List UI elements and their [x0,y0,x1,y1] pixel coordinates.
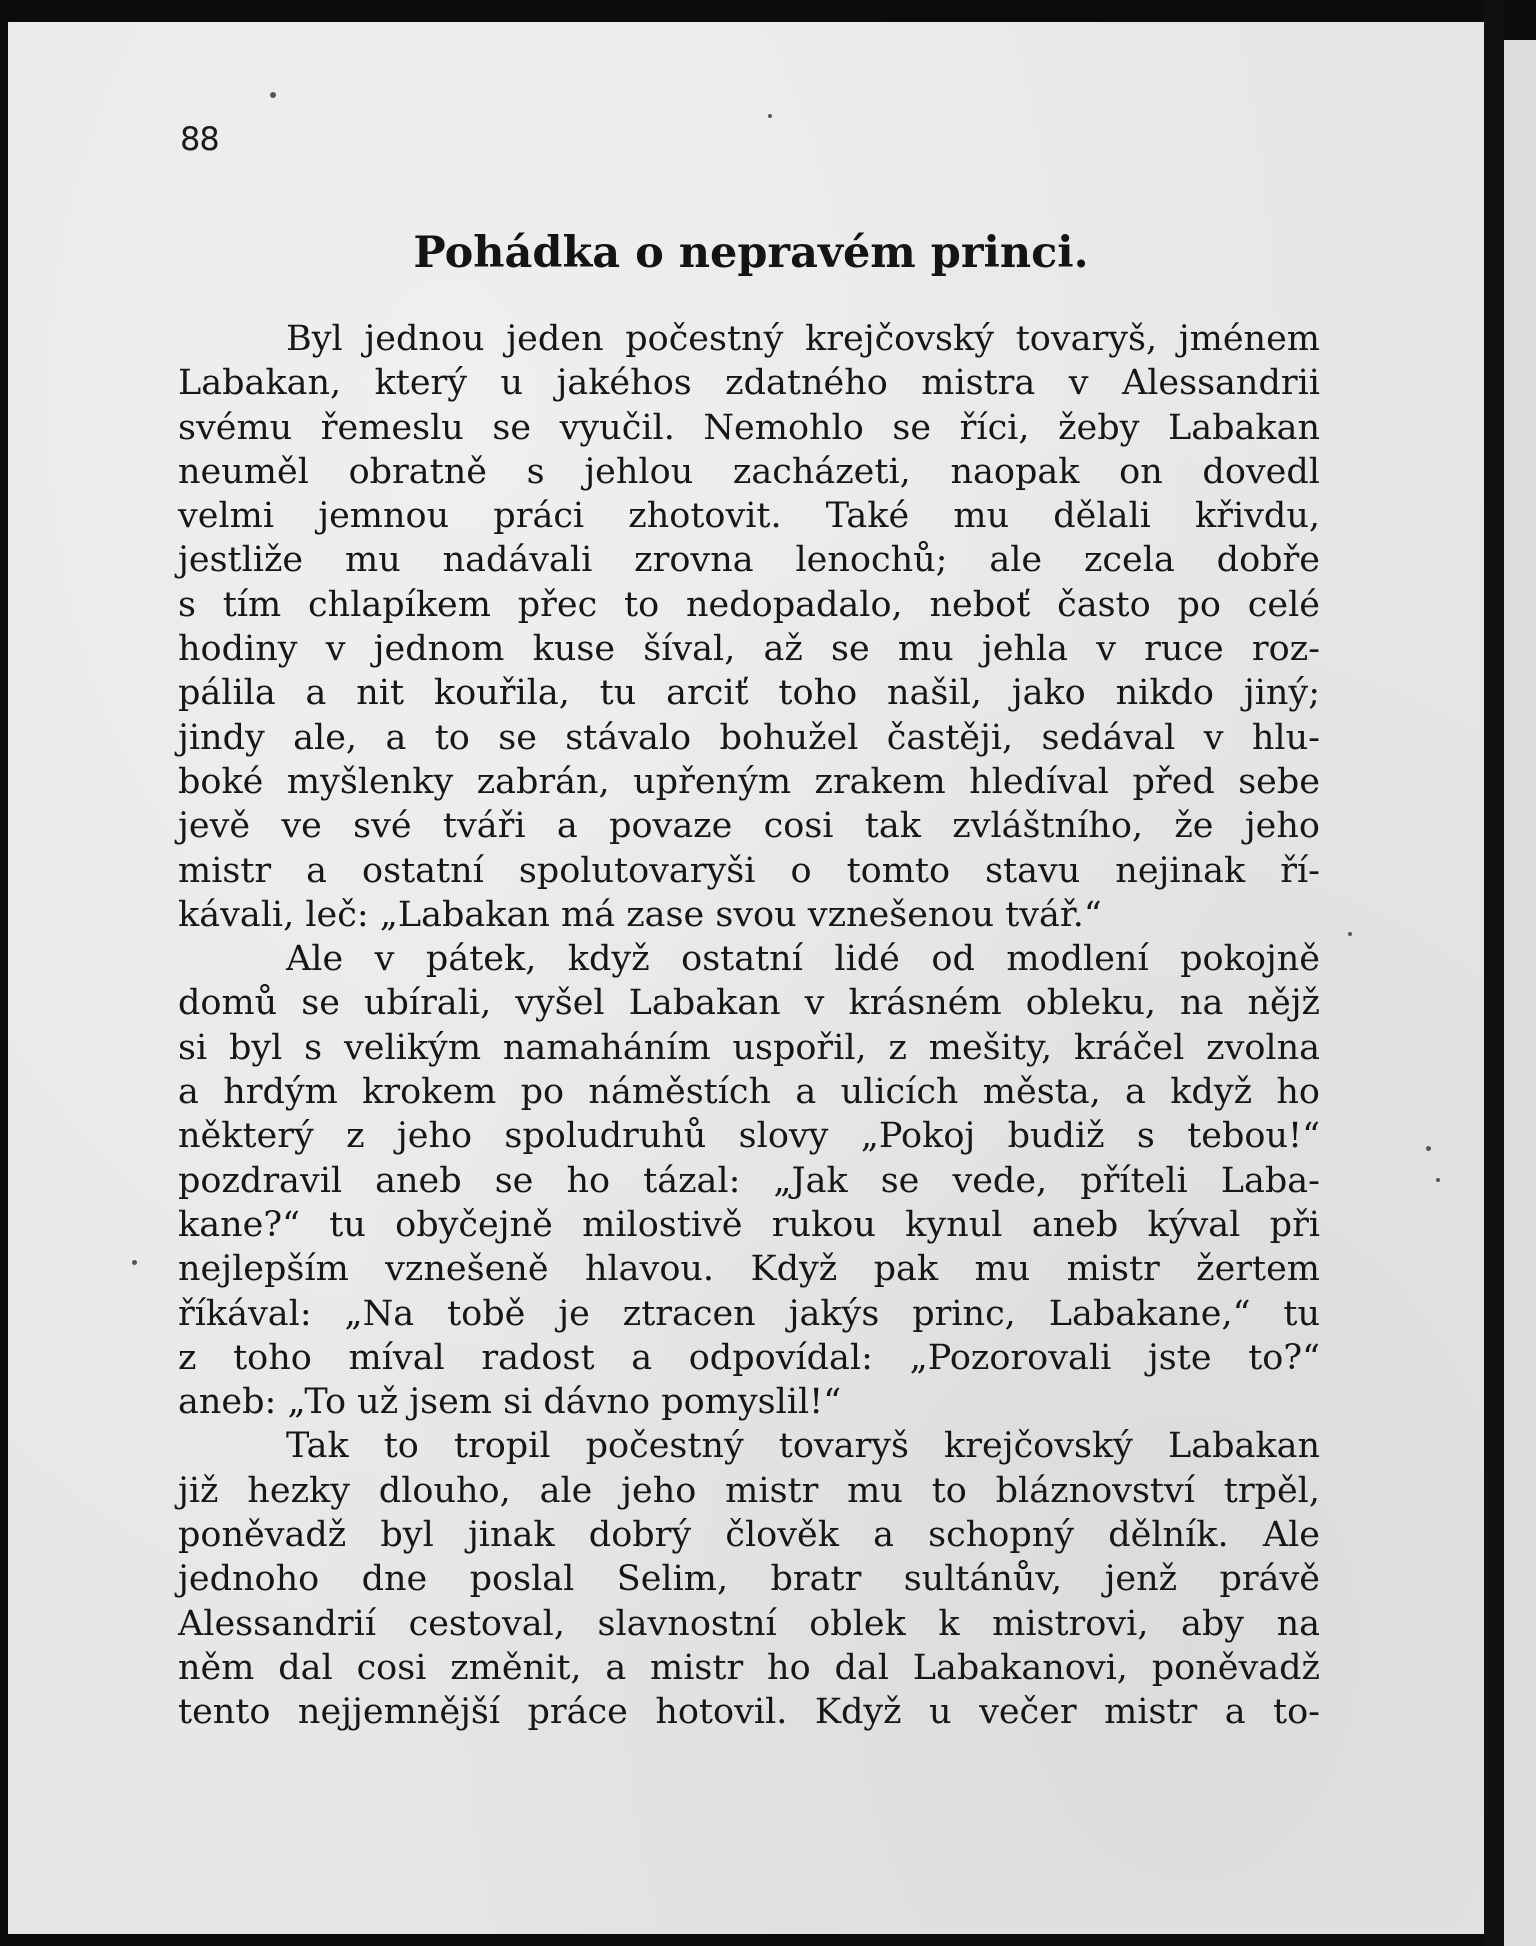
text-line: z toho míval radost a odpovídal: „Pozorovali jste to?“ [178,1337,1320,1378]
page-number: 88 [180,120,219,158]
text-line: aneb: „To už jsem si dávno pomyslil!“ [178,1382,842,1423]
text-line: domů se ubírali, vyšel Labakan v krásném obleku, na nějž [178,983,1320,1024]
scan-speck [132,1260,137,1265]
text-line: Byl jednou jeden počestný krejčovský tovaryš, jménem [286,319,1320,359]
text-line: poněvadž byl jinak dobrý člověk a schopný dělník. Ale [178,1515,1320,1556]
chapter-title: Pohádka o nepravém princi. [413,228,1089,278]
scan-speck [1348,932,1352,936]
text-line: Ale v pátek, když ostatní lidé od modlení pokojně [286,939,1320,980]
text-line: a hrdým krokem po náměstích a ulicích města, a když ho [178,1072,1320,1113]
text-line: pálila a nit kouřila, tu arciť toho našil, jako nikdo jiný; [178,673,1320,714]
adjacent-page-edge [1504,40,1536,1946]
text-line: jednoho dne poslal Selim, bratr sultánův, jenž právě [178,1559,1320,1600]
text-line: něm dal cosi změnit, a mistr ho dal Labakanovi, poněvadž [178,1647,1320,1688]
text-line: tento nejjemnější práce hotovil. Když u večer mistr a to- [178,1692,1320,1733]
text-line: velmi jemnou práci zhotovit. Také mu dělali křivdu, [178,496,1320,537]
text-line: Tak to tropil počestný tovaryš krejčovský Labakan [286,1426,1320,1467]
text-line: s tím chlapíkem přec to nedopadalo, neboť často po celé [178,584,1320,625]
text-line: kávali, leč: „Labakan má zase svou vznešenou tvář.“ [178,894,1102,935]
scan-speck [1436,1178,1440,1182]
text-line: neuměl obratně s jehlou zacházeti, naopak on dovedl [178,451,1320,492]
text-line: pozdravil aneb se ho tázal: „Jak se vede, příteli Laba- [178,1160,1320,1201]
scan-speck [270,92,276,98]
text-line: si byl s velikým namaháním uspořil, z mešity, kráčel zvolna [178,1027,1320,1068]
page-spine-shadow [1484,0,1504,1946]
text-line: jindy ale, a to se stávalo bohužel častěji, sedával v hlu- [178,717,1320,758]
scan-speck [768,114,772,118]
scan-speck [1426,1146,1431,1151]
text-line: mistr a ostatní spolutovaryši o tomto stavu nejinak ří- [178,850,1320,891]
text-line: kane?“ tu obyčejně milostivě rukou kynul aneb kýval při [178,1204,1320,1245]
text-line: svému řemeslu se vyučil. Nemohlo se říci, žeby Labakan [178,407,1320,448]
text-line: Alessandrií cestoval, slavnostní oblek k mistrovi, aby na [178,1603,1320,1644]
text-line: boké myšlenky zabrán, upřeným zrakem hledíval před sebe [178,761,1320,802]
text-line: jestliže mu nadávali zrovna lenochů; ale zcela dobře [178,540,1320,581]
text-line: hodiny v jednom kuse šíval, až se mu jehla v ruce roz- [178,629,1320,670]
text-line: říkával: „Na tobě je ztracen jakýs princ, Labakane,“ tu [178,1293,1320,1334]
book-page [8,22,1484,1934]
body-text [178,317,1320,1735]
text-line: některý z jeho spoludruhů slovy „Pokoj budiž s tebou!“ [178,1116,1320,1157]
text-line: jevě ve své tváři a povaze cosi tak zvláštního, že jeho [178,806,1320,847]
text-line: již hezky dlouho, ale jeho mistr mu to bláznovství trpěl, [178,1470,1320,1511]
text-line: nejlepším vznešeně hlavou. Když pak mu mistr žertem [178,1249,1320,1290]
text-line: Labakan, který u jakéhos zdatného mistra v Alessandrii [178,363,1320,404]
